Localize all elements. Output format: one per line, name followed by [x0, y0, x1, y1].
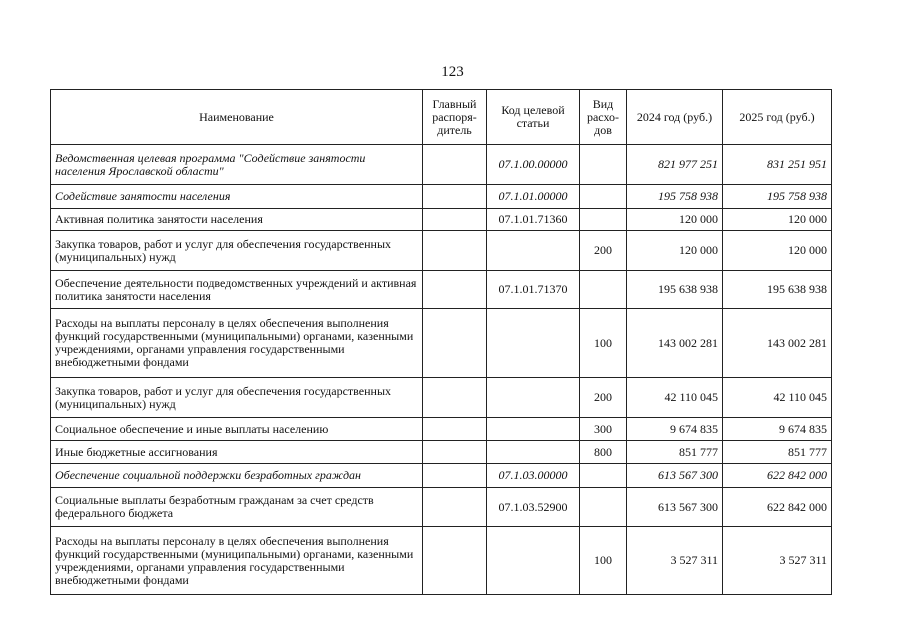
header-code: Код целевой статьи	[487, 90, 580, 145]
row-2024: 613 567 300	[627, 464, 723, 488]
row-2025: 195 638 938	[723, 271, 832, 309]
row-2025: 3 527 311	[723, 527, 832, 595]
row-code: 07.1.03.00000	[487, 464, 580, 488]
row-code	[487, 441, 580, 464]
row-type: 200	[580, 231, 627, 271]
row-name: Ведомственная целевая программа "Содействие занятости населения Ярославской области"	[51, 145, 423, 185]
row-code: 07.1.01.71360	[487, 209, 580, 231]
row-code	[487, 231, 580, 271]
row-type	[580, 209, 627, 231]
row-admin	[423, 464, 487, 488]
row-code: 07.1.03.52900	[487, 488, 580, 527]
row-2025: 831 251 951	[723, 145, 832, 185]
table-row	[51, 209, 832, 231]
table-row	[51, 464, 832, 488]
row-code	[487, 378, 580, 418]
table-row	[51, 145, 832, 185]
header-2024: 2024 год (руб.)	[627, 90, 723, 145]
row-2025: 143 002 281	[723, 309, 832, 378]
row-name: Закупка товаров, работ и услуг для обеспечения государственных (муниципальных) нужд	[51, 231, 423, 271]
header-type: Вид расхо-дов	[580, 90, 627, 145]
row-type	[580, 145, 627, 185]
row-code: 07.1.00.00000	[487, 145, 580, 185]
row-admin	[423, 209, 487, 231]
table-header-row	[51, 90, 832, 145]
row-2025: 851 777	[723, 441, 832, 464]
row-code	[487, 309, 580, 378]
row-name: Обеспечение социальной поддержки безработных граждан	[51, 464, 423, 488]
table-row	[51, 271, 832, 309]
row-name: Закупка товаров, работ и услуг для обеспечения государственных (муниципальных) нужд	[51, 378, 423, 418]
row-2024: 143 002 281	[627, 309, 723, 378]
row-2024: 120 000	[627, 209, 723, 231]
row-2025: 120 000	[723, 209, 832, 231]
table-row	[51, 185, 832, 209]
row-name: Активная политика занятости населения	[51, 209, 423, 231]
row-code: 07.1.01.00000	[487, 185, 580, 209]
row-2025: 9 674 835	[723, 418, 832, 441]
table-row	[51, 527, 832, 595]
row-type: 200	[580, 378, 627, 418]
row-2024: 613 567 300	[627, 488, 723, 527]
row-name: Содействие занятости населения	[51, 185, 423, 209]
row-2024: 821 977 251	[627, 145, 723, 185]
row-2024: 195 638 938	[627, 271, 723, 309]
row-type	[580, 488, 627, 527]
row-name: Иные бюджетные ассигнования	[51, 441, 423, 464]
row-type: 100	[580, 309, 627, 378]
page-number: 123	[441, 64, 464, 80]
row-admin	[423, 185, 487, 209]
row-admin	[423, 271, 487, 309]
row-name: Расходы на выплаты персоналу в целях обеспечения выполнения функций государственными (муниципальными) органами, казенными учреждениями, органами управления государственными внебюджетными фондами	[51, 527, 423, 595]
header-admin: Главный распоря-дитель	[423, 90, 487, 145]
row-2025: 42 110 045	[723, 378, 832, 418]
row-type: 100	[580, 527, 627, 595]
row-code: 07.1.01.71370	[487, 271, 580, 309]
row-admin	[423, 145, 487, 185]
row-2024: 195 758 938	[627, 185, 723, 209]
row-2024: 42 110 045	[627, 378, 723, 418]
row-admin	[423, 231, 487, 271]
row-2025: 622 842 000	[723, 488, 832, 527]
table-row	[51, 378, 832, 418]
budget-table	[50, 89, 832, 595]
header-2025: 2025 год (руб.)	[723, 90, 832, 145]
table-row	[51, 231, 832, 271]
row-type	[580, 464, 627, 488]
row-admin	[423, 378, 487, 418]
row-type	[580, 185, 627, 209]
table-row	[51, 488, 832, 527]
row-admin	[423, 309, 487, 378]
row-admin	[423, 527, 487, 595]
row-type	[580, 271, 627, 309]
row-name: Расходы на выплаты персоналу в целях обеспечения выполнения функций государственными (муниципальными) органами, казенными учреждениями, органами управления государственными внебюджетными фондами	[51, 309, 423, 378]
row-2024: 120 000	[627, 231, 723, 271]
row-2025: 195 758 938	[723, 185, 832, 209]
table-row	[51, 418, 832, 441]
table-row	[51, 309, 832, 378]
row-type: 800	[580, 441, 627, 464]
row-2024: 3 527 311	[627, 527, 723, 595]
table-row	[51, 441, 832, 464]
row-2025: 120 000	[723, 231, 832, 271]
row-2024: 9 674 835	[627, 418, 723, 441]
row-admin	[423, 441, 487, 464]
row-admin	[423, 418, 487, 441]
row-admin	[423, 488, 487, 527]
header-name: Наименование	[51, 90, 423, 145]
row-2025: 622 842 000	[723, 464, 832, 488]
row-code	[487, 418, 580, 441]
row-2024: 851 777	[627, 441, 723, 464]
row-code	[487, 527, 580, 595]
row-type: 300	[580, 418, 627, 441]
row-name: Социальные выплаты безработным гражданам за счет средств федерального бюджета	[51, 488, 423, 527]
row-name: Обеспечение деятельности подведомственных учреждений и активная политика занятости населения	[51, 271, 423, 309]
row-name: Социальное обеспечение и иные выплаты населению	[51, 418, 423, 441]
